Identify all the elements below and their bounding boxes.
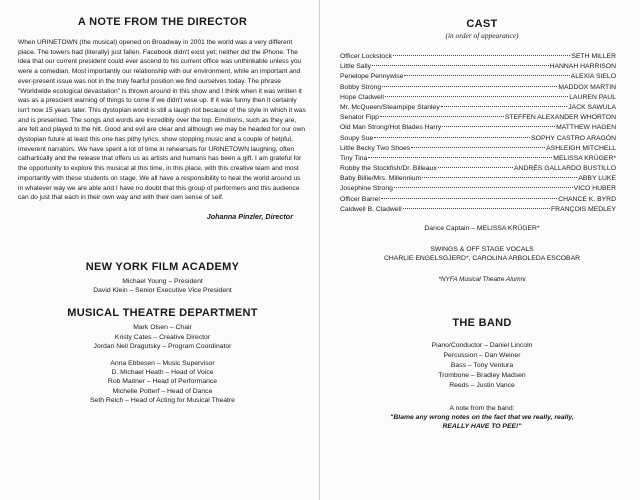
cast-actor: CHANCE K. BYRD [558, 195, 616, 203]
cast-role: Mr. McQueen/Steampipe Stanley [340, 103, 440, 111]
cast-list [340, 52, 616, 215]
band-member: Bass – Tony Ventura [450, 362, 514, 369]
cast-row [340, 205, 616, 215]
dot-leader [403, 208, 550, 209]
cast-role: Little Becky Two Shoes [340, 144, 411, 152]
band-quote [340, 413, 624, 432]
staff-line: Kristy Cates – Creative Director [114, 333, 211, 341]
dot-leader [442, 126, 555, 127]
band-quote-line: REALLY HAVE TO PEE!" [442, 423, 522, 431]
band-member: Reeds – Justin Vance [449, 382, 515, 389]
cast-role: Caldwell B. Cladwell [340, 205, 402, 213]
cast-row [340, 103, 616, 113]
cast-actor: LAUREN PAUL [569, 93, 616, 101]
dot-leader [411, 147, 545, 148]
dot-leader [372, 65, 549, 66]
cast-row [340, 62, 616, 72]
cast-role: Hope Cladwell [340, 93, 384, 101]
band-quote-line: "Blame any wrong notes on the fact that we really, really, [390, 414, 574, 421]
cast-actor: ASHLEIGH MITCHELL [546, 144, 616, 152]
nyfa-staff [18, 277, 307, 295]
band-note-label: A note from the band: [449, 405, 515, 412]
cast-actor: JACK SAWULA [568, 103, 616, 111]
dot-leader [438, 167, 513, 168]
cast-row [340, 184, 616, 194]
mtd-staff-group-1 [18, 323, 307, 351]
cast-actor: VICO HUBER [573, 185, 616, 193]
cast-role: Officer Lockstock [340, 53, 393, 60]
cast-actor: FRANÇOIS MEDLEY [551, 205, 616, 213]
cast-role: Soupy Sue [340, 134, 374, 142]
cast-row [340, 174, 616, 184]
dot-leader [393, 55, 570, 56]
cast-actor: ANDRÉS GALLARDO BUSTILLO [514, 165, 616, 173]
cast-row [340, 154, 616, 164]
band-title: THE BAND [452, 317, 512, 329]
cast-row [340, 113, 616, 123]
swings-label: SWINGS & OFF STAGE VOCALS [430, 246, 534, 253]
staff-line: Michelle Potterf – Head of Dance [112, 387, 213, 395]
right-page [320, 0, 640, 500]
cast-role: Officer Barrel [340, 195, 380, 203]
dot-leader [380, 116, 504, 117]
cast-actor: HANNAH HARRISON [549, 63, 616, 71]
dot-leader [441, 106, 568, 107]
alumni-note: *NYFA Musical Theatre Alumni [438, 276, 526, 283]
dance-captain: Dance Captain – MELISSA KRÜGER* [424, 225, 540, 232]
swings-names: CHARLIE ENGELSGJERD*, CAROLINA ARBOLEDA ESCOBAR [383, 255, 581, 262]
band-member: Piano/Conductor – Daniel Lincoln [431, 342, 533, 349]
cast-role: Tiny Tina [340, 154, 368, 162]
cast-subtitle: (in order of appearance) [445, 31, 519, 40]
dot-leader [374, 137, 530, 138]
cast-actor: MELISSA KRÜGER* [553, 154, 616, 162]
band-member: Percussion – Dan Weiner [443, 352, 521, 359]
band-members [340, 341, 624, 391]
cast-row [340, 83, 616, 93]
director-note-body: When URINETOWN (the musical) opened on Broadway in 2001 the world was a very different place. The towers had (literally) just fallen. Facebook didn't exist yet; neither did the iPhone. The idea that our current president could ever ascend to his current office was unthinkable unless you were a comedian. Most importantly our relationship with our environment, while an important and ever-present issue was not in the truly fearful position we find ourselves today. The phrase "Worldwide ecological devastation" is thrown around in this show and I think when it was written it was as a prescient warning of things to come if we didn't wise up. If it was funny then it certainly isn't now 15 years later. This dystopian world is still a laugh riot because of the style in which it was and is presented. The songs and words are incredibly over the top. Emotions, such as they are, are felt and played to the hilt. Good and evil are clear and although we may be headed for our own dystopian future at least this one has pithy lyrics, show stopping music and a couple of helpful, irreverent narrators. We have spent a lot of time in rehearsals for URINETOWN laughing, often cathartically and the release that offers us as artists and humans has been a gift. I am grateful for the opportunity to explore this musical at this time, in this place, with this creative team and most importantly with these students on stage. We all have a responsibility to heal the world around us in whatever way we are able and I have no doubt that this group of performers and this audience can do just that each in their own way and with their own sense of self. [18, 39, 306, 202]
cast-row [340, 52, 616, 62]
nyfa-title: NEW YORK FILM ACADEMY [85, 260, 240, 273]
cast-role: Baby Billie/Mrs. Millennium [340, 175, 422, 183]
cast-role: Bobby Strong [340, 83, 382, 91]
cast-role: Robby the Stockfish/Dr. Billeaux [340, 165, 437, 173]
staff-line: Jordan Neil Dragutsky – Program Coordinator [93, 342, 232, 350]
cast-role: Josephine Strong [340, 185, 393, 193]
mtd-title: MUSICAL THEATRE DEPARTMENT [67, 307, 258, 320]
cast-row [340, 134, 616, 144]
cast-actor: ABBY LUKE [578, 175, 616, 183]
dot-leader [404, 75, 569, 76]
dot-leader [385, 96, 568, 97]
dot-leader [381, 198, 557, 199]
cast-row [340, 144, 616, 154]
cast-title: CAST [466, 18, 498, 30]
staff-line: Seth Reich – Head of Acting for Musical Theatre [90, 396, 235, 404]
director-signature: Johanna Pinzler, Director [206, 211, 293, 221]
cast-row [340, 123, 616, 133]
staff-line: Rob Maitner – Head of Performance [107, 378, 218, 386]
staff-line: D. Michael Heath – Head of Voice [111, 369, 214, 377]
cast-actor: SOPHY CASTRO ARAGÓN [531, 134, 616, 142]
cast-actor: SETH MILLER [571, 53, 616, 60]
cast-row [340, 195, 616, 205]
cast-actor: MADDOX MARTIN [558, 83, 616, 91]
cast-actor: ALEXIA SIELO [570, 73, 616, 81]
cast-row [340, 93, 616, 103]
cast-role: Little Sally [340, 63, 371, 71]
staff-line: Anna Ebbesen – Music Supervisor [110, 359, 215, 367]
staff-line: Michael Young – President [122, 277, 203, 285]
staff-line: Mark Olsen – Chair [133, 324, 192, 332]
cast-role: Old Man Strong/Hot Blades Harry [340, 124, 442, 132]
cast-row [340, 72, 616, 82]
cast-row [340, 164, 616, 174]
cast-actor: STEFFEN ALEXANDER WHORTON [504, 114, 616, 122]
staff-line: David Klein – Senior Executive Vice President [93, 287, 232, 295]
band-member: Trombone – Bradley Madsen [438, 372, 526, 379]
dot-leader [368, 157, 552, 158]
cast-role: Senator Fipp [340, 114, 379, 122]
director-note-title: A NOTE FROM THE DIRECTOR [77, 16, 248, 28]
dot-leader [394, 187, 573, 188]
cast-actor: MATTHEW HAGEN [556, 124, 616, 132]
dot-leader [422, 177, 577, 178]
dot-leader [382, 86, 557, 87]
mtd-staff-group-2 [18, 359, 307, 405]
cast-role: Penelope Pennywise [340, 73, 404, 81]
